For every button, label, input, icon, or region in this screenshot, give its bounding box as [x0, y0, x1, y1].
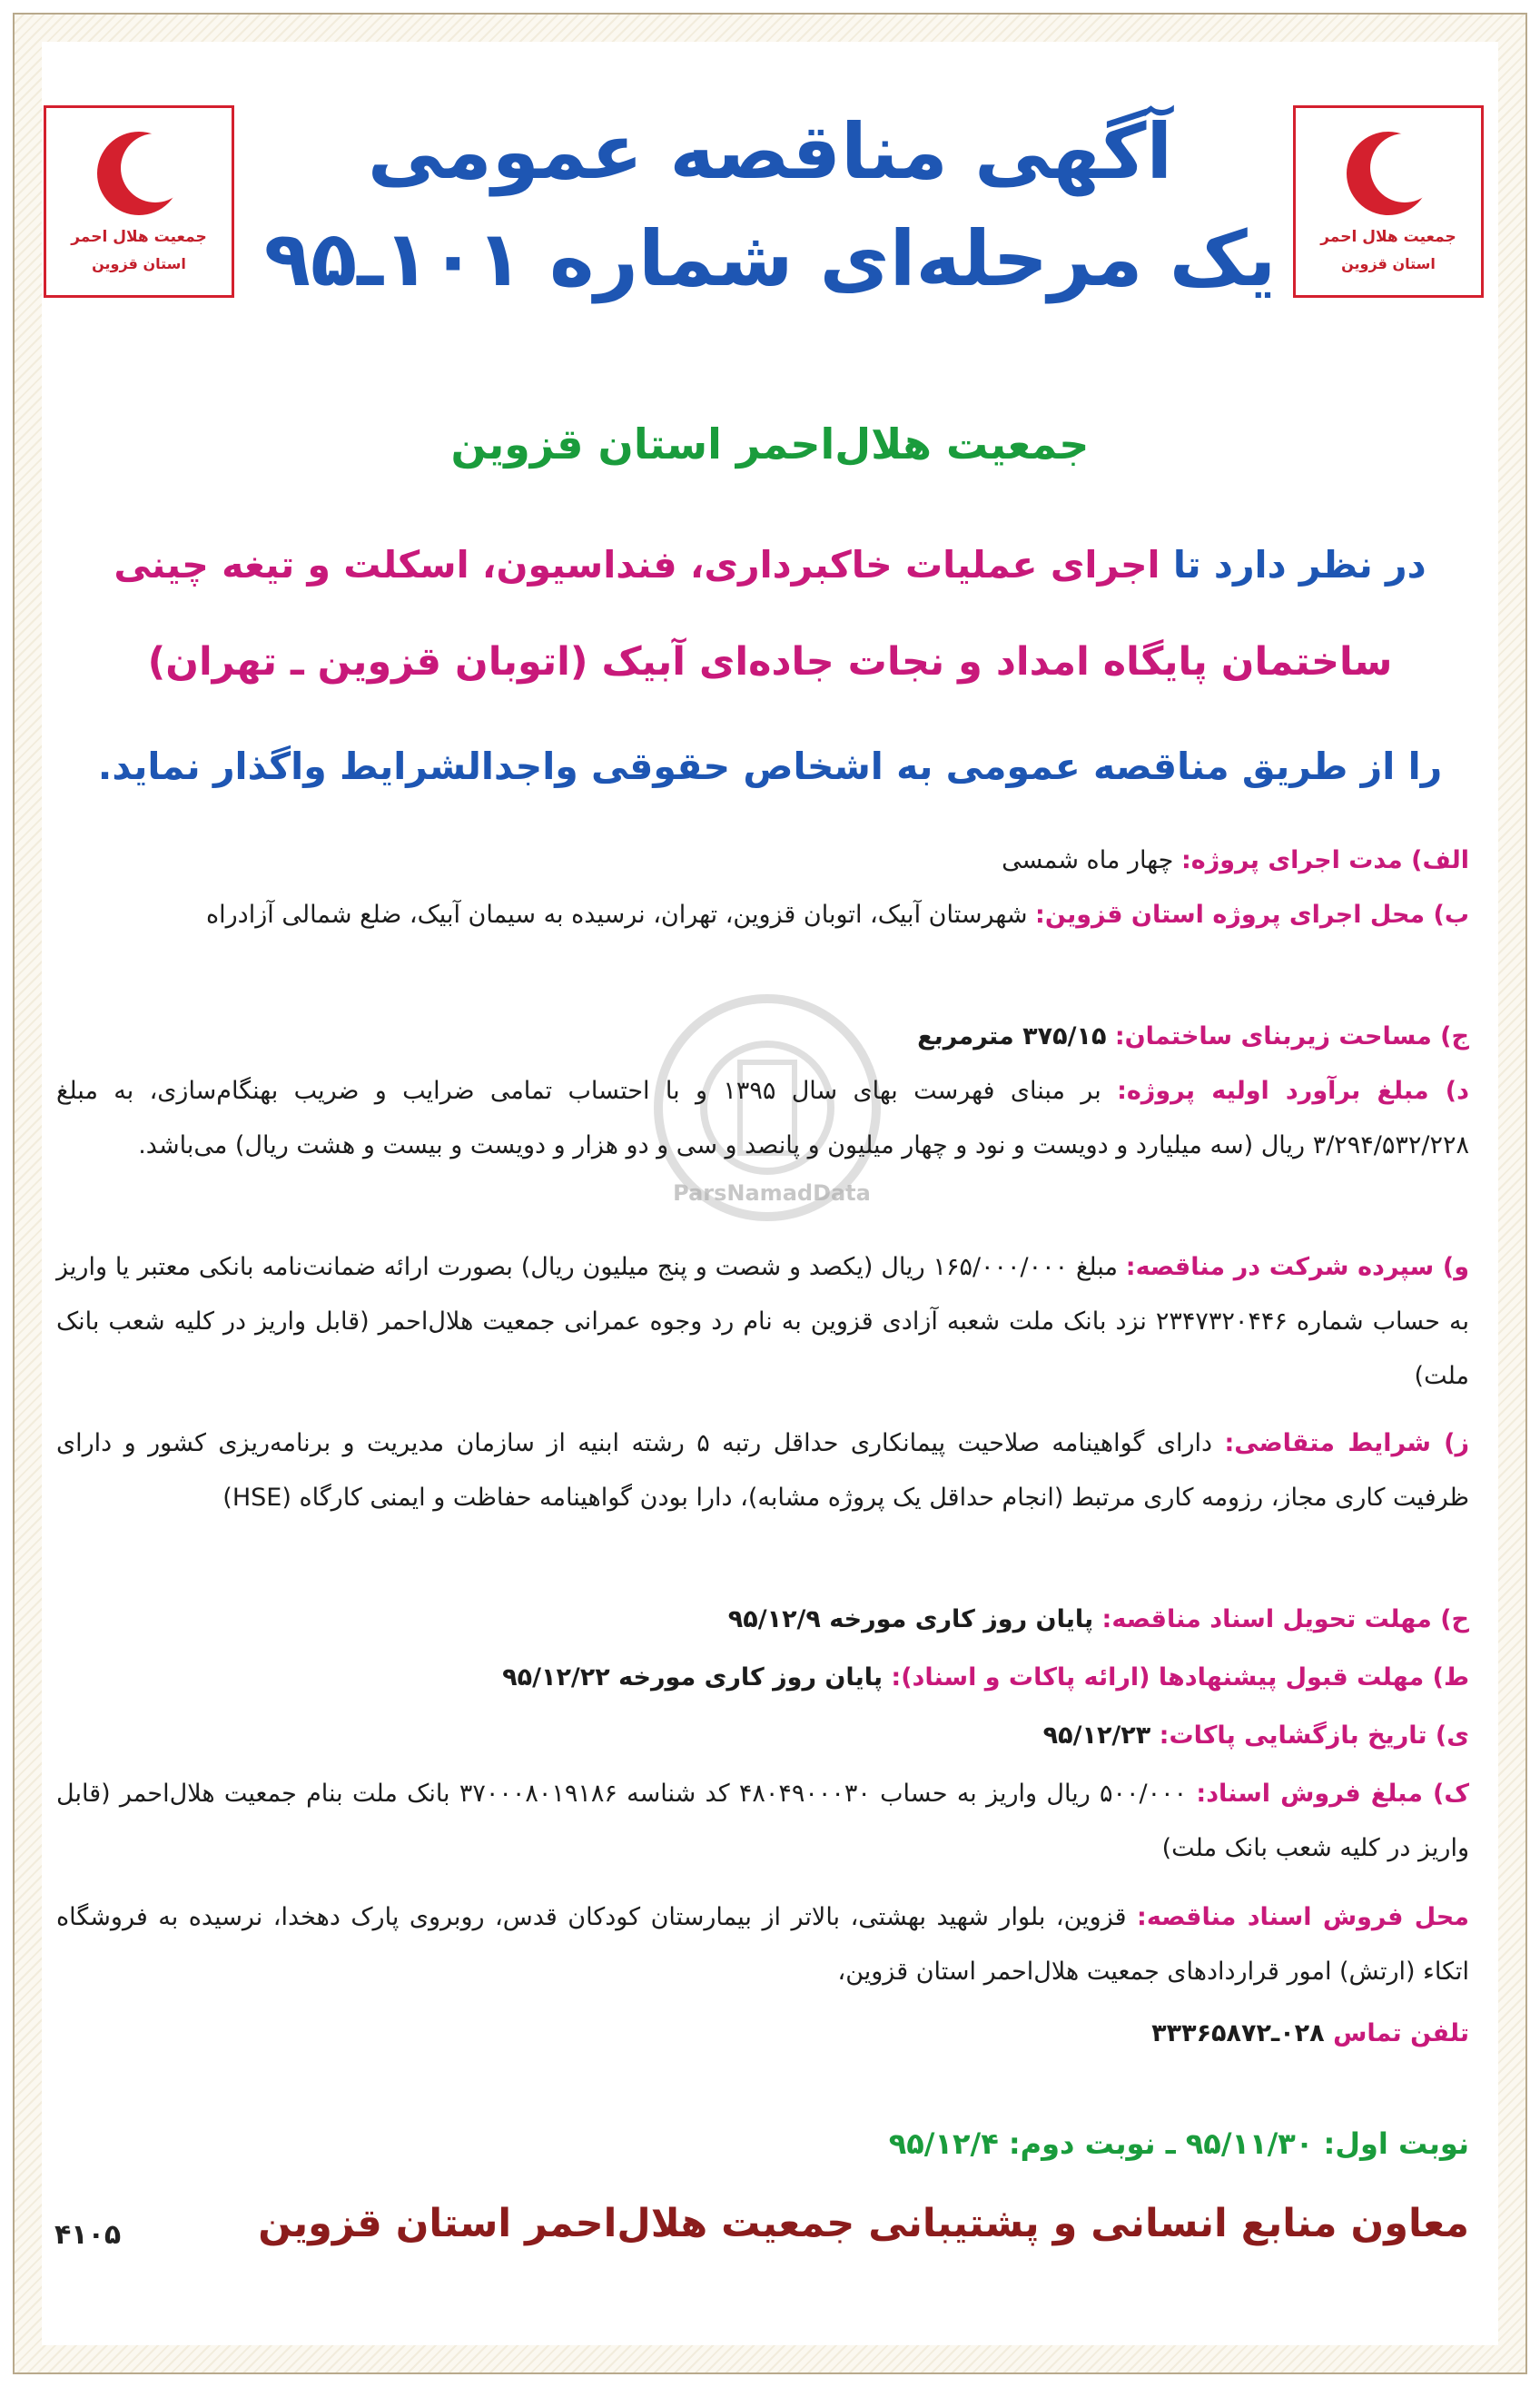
watermark-brand: ParsNamadData [673, 1180, 871, 1206]
lead-line-1 [51, 543, 1489, 587]
item-label: الف) مدت اجرای پروژه: [1180, 846, 1469, 874]
item-label: ط) مهلت قبول پیشنهادها (ارائه پاکات و اسناد): [891, 1663, 1469, 1692]
item-label: د) مبلغ برآورد اولیه پروژه: [1117, 1077, 1469, 1105]
item-requirements [56, 1416, 1469, 1525]
item-text: پایان روز کاری مورخه ۹۵/۱۲/۹ [727, 1605, 1102, 1633]
notice-title: آگهی مناقصه عمومی [367, 107, 1173, 196]
item-duration [56, 833, 1469, 888]
logo-org-line1: جمعیت هلال احمر [1320, 228, 1456, 246]
lead-line-2: ساختمان پایگاه امداد و نجات جاده‌ای آبیک (اتوبان قزوین ـ تهران) [147, 639, 1393, 685]
item-deposit [56, 1240, 1469, 1404]
phone-line [56, 2007, 1469, 2061]
item-text: ۹۵/۱۲/۲۳ [1042, 1721, 1160, 1750]
item-text: قزوین، بلوار شهید بهشتی، بالاتر از بیمارستان کودکان قدس، روبروی پارک دهخدا، نرسیده به فروشگاه اتکاء (ارتش) امور قراردادهای جمعیت هلال‌احمر استان قزوین، [56, 1903, 1469, 1986]
phone-number: ۰۲۸ـ۳۳۳۶۵۸۷۲ [1151, 2019, 1334, 2047]
item-text: دارای گواهینامه صلاحیت پیمانکاری حداقل رتبه ۵ رشته ابنیه از سازمان مدیریت و برنامه‌ریزی کشور و دارای ظرفیت کاری مجاز، رزومه کاری مرتبط (انجام حداقل یک پروژه مشابه)، دارا بودن گواهینامه حفاظت و ایمنی کارگاه (HSE) [56, 1429, 1469, 1512]
item-label: ی) تاریخ بازگشایی پاکات: [1159, 1721, 1469, 1750]
item-label: و) سپرده شرکت در مناقصه: [1125, 1253, 1470, 1281]
item-label: محل فروش اسناد مناقصه: [1137, 1903, 1469, 1931]
lead-intro: در نظر دارد تا [1160, 543, 1426, 587]
red-crescent-logo-right [1293, 105, 1484, 298]
red-crescent-logo-left [44, 105, 234, 298]
item-text: پایان روز کاری مورخه ۹۵/۱۲/۲۲ [502, 1663, 892, 1692]
item-text: چهار ماه شمسی [1002, 846, 1181, 874]
phone-label: تلفن تماس [1333, 2019, 1469, 2047]
item-label: ک) مبلغ فروش اسناد: [1196, 1780, 1469, 1808]
tender-number-title: یک مرحله‌ای شماره ۱۰۱ـ۹۵ [263, 214, 1277, 303]
red-crescent-icon [79, 123, 199, 224]
logo-org-line1: جمعیت هلال احمر [71, 228, 207, 246]
footer-signature: معاون منابع انسانی و پشتیبانی جمعیت هلال‌احمر استان قزوین [258, 2201, 1469, 2246]
item-doc-price [56, 1767, 1469, 1876]
item-label: ج) مساحت زیربنای ساختمان: [1114, 1022, 1469, 1050]
item-estimate [56, 1064, 1469, 1173]
item-label: ح) مهلت تحویل اسناد مناقصه: [1101, 1605, 1469, 1633]
lead-line-3: را از طریق مناقصه عمومی به اشخاص حقوقی واجدالشرایط واگذار نماید. [97, 745, 1443, 788]
item-text: مبلغ ۱۶۵/۰۰۰/۰۰۰ ریال (یکصد و شصت و پنج میلیون ریال) بصورت ارائه ضمانت‌نامه بانکی معتبر یا واریز به حساب شماره ۲۳۴۷۳۲۰۴۴۶ نزد بانک ملت شعبه آزادی قزوین به نام رد وجوه عمرانی جمعیت هلال‌احمر (قابل واریز در کلیه شعب بانک ملت) [56, 1253, 1469, 1390]
item-text: ۳۷۵/۱۵ مترمربع [917, 1022, 1115, 1050]
item-text: بر مبنای فهرست بهای سال ۱۳۹۵ و با احتساب تمامی ضرایب و ضریب بهنگام‌سازی، به مبلغ ۳/۲۹۴/۵۳۲/۲۲۸ ریال (سه میلیارد و دویست و نود و چهار میلیون و پانصد و سی و دو هزار و دویست و بیست و هشت ریال) می‌باشد. [56, 1077, 1469, 1159]
logo-org-line2: استان قزوین [92, 255, 186, 272]
organization-subtitle: جمعیت هلال‌احمر استان قزوین [450, 419, 1090, 469]
item-label: ز) شرایط متقاضی: [1224, 1429, 1469, 1457]
red-crescent-icon [1328, 123, 1448, 224]
item-text: ۵۰۰/۰۰۰ ریال واریز به حساب ۴۸۰۴۹۰۰۰۳۰ کد شناسه ۳۷۰۰۰۸۰۱۹۱۸۶ بانک ملت بنام جمعیت هلال‌احمر (قابل واریز در کلیه شعب بانک ملت) [56, 1780, 1469, 1862]
item-sale-location [56, 1890, 1469, 1999]
item-area [56, 1010, 1469, 1064]
item-location [56, 888, 1469, 942]
lead-works: اجرای عملیات خاکبرداری، فنداسیون، اسکلت و تیغه چینی [114, 543, 1160, 587]
item-opening-date [56, 1709, 1469, 1763]
item-doc-deadline [56, 1593, 1469, 1647]
item-label: ب) محل اجرای پروژه استان قزوین: [1035, 901, 1469, 929]
logo-org-line2: استان قزوین [1341, 255, 1436, 272]
publication-turns: نوبت اول: ۹۵/۱۱/۳۰ ـ نوبت دوم: ۹۵/۱۲/۴ [888, 2126, 1469, 2161]
item-bid-deadline [56, 1651, 1469, 1705]
ad-code: ۴۱۰۵ [54, 2219, 122, 2251]
item-text: شهرستان آبیک، اتوبان قزوین، تهران، نرسیده به سیمان آبیک، ضلع شمالی آزادراه [206, 901, 1036, 929]
